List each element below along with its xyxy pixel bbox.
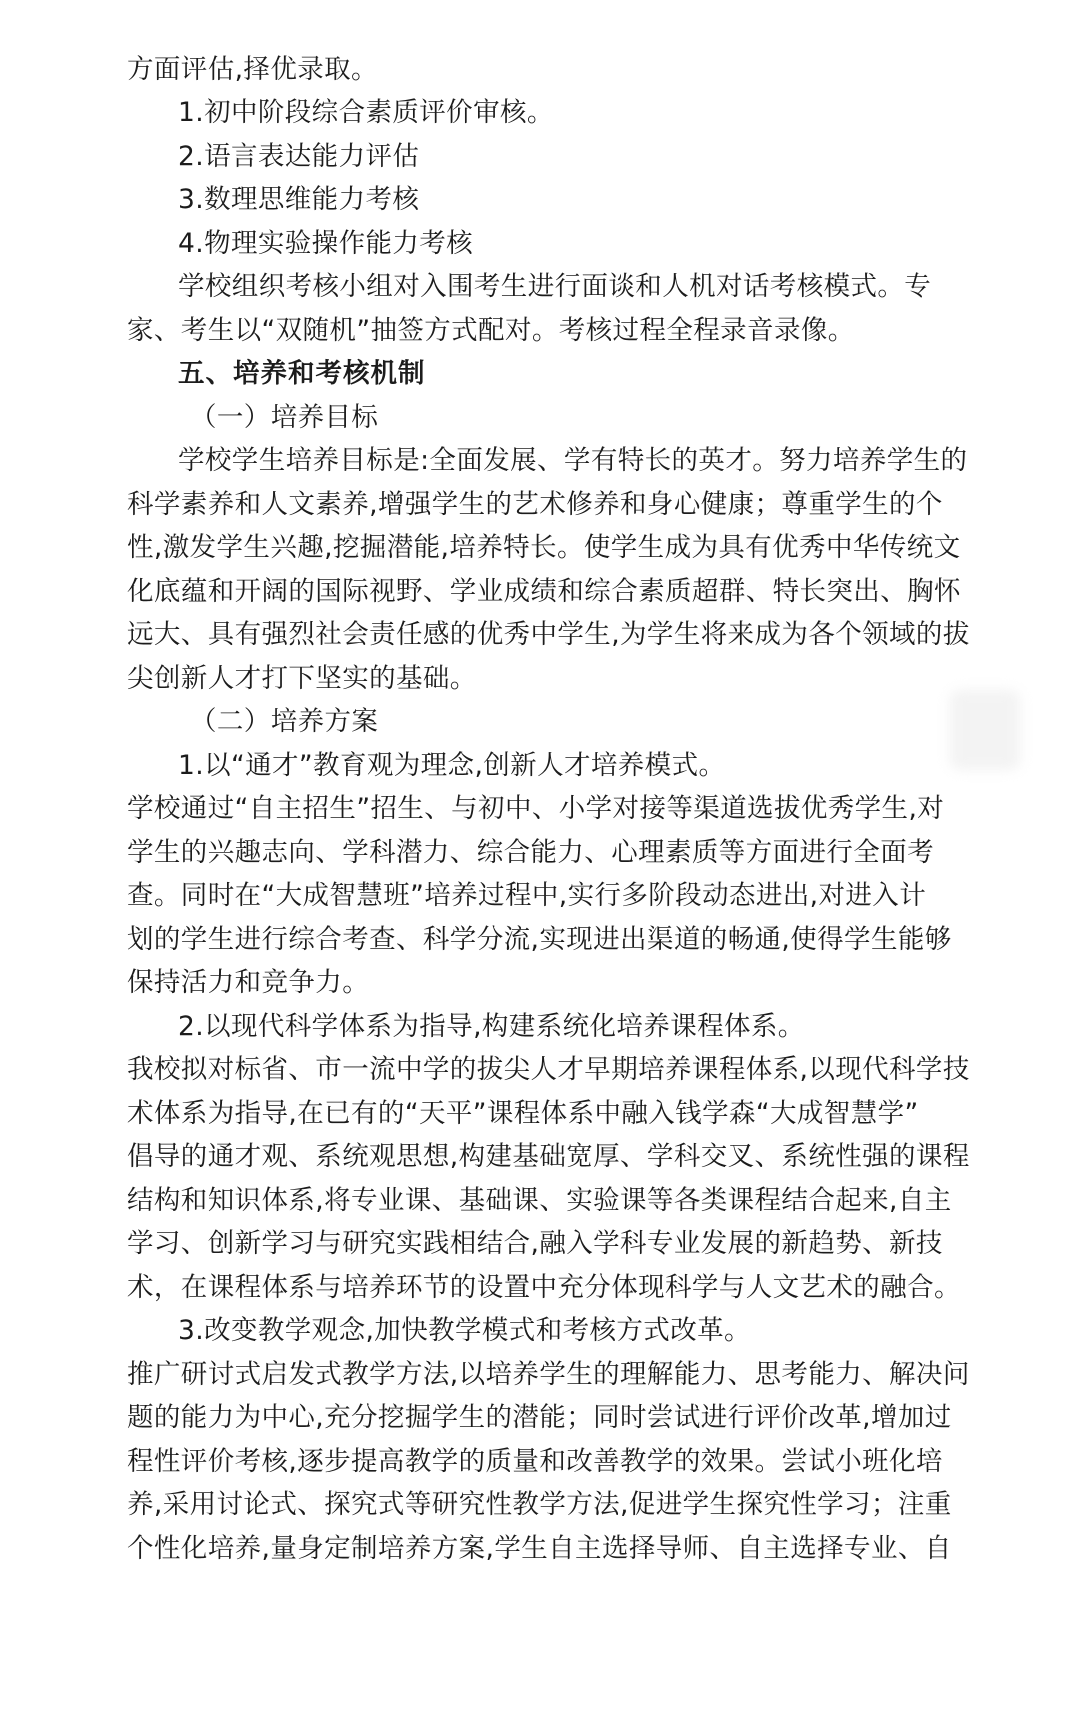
paragraph-line: 化底蕴和开阔的国际视野、学业成绩和综合素质超群、特长突出、胸怀 [127, 576, 961, 607]
paragraph-line: 程性评价考核,逐步提高教学的质量和改善教学的效果。尝试小班化培 [127, 1446, 943, 1477]
list-item: 4.物理实验操作能力考核 [178, 228, 474, 259]
paragraph-line: 学生的兴趣志向、学科潜力、综合能力、心理素质等方面进行全面考 [127, 837, 934, 868]
paragraph-line: 术体系为指导,在已有的“天平”课程体系中融入钱学森“大成智慧学” [127, 1098, 919, 1129]
paragraph-line: 题的能力为中心,充分挖掘学生的潜能；同时尝试进行评价改革,增加过 [127, 1402, 952, 1433]
paragraph-line: 划的学生进行综合考查、科学分流,实现进出渠道的畅通,使得学生能够 [127, 924, 952, 955]
paragraph-line: 科学素养和人文素养,增强学生的艺术修养和身心健康；尊重学生的个 [127, 489, 943, 520]
paragraph-line: 远大、具有强烈社会责任感的优秀中学生,为学生将来成为各个领域的拔 [127, 619, 970, 650]
paragraph-line: 学校组织考核小组对入围考生进行面谈和人机对话考核模式。专 [178, 271, 932, 302]
numbered-heading: 3.改变教学观念,加快教学模式和考核方式改革。 [178, 1315, 751, 1346]
paragraph-line: 我校拟对标省、市一流中学的拔尖人才早期培养课程体系,以现代科学技 [127, 1054, 970, 1085]
numbered-heading: 2.以现代科学体系为指导,构建系统化培养课程体系。 [178, 1011, 805, 1042]
list-item: 2.语言表达能力评估 [178, 141, 420, 172]
paragraph-line: 家、考生以“双随机”抽签方式配对。考核过程全程录音录像。 [127, 315, 855, 346]
paragraph-line: 养,采用讨论式、探究式等研究性教学方法,促进学生探究性学习；注重 [127, 1489, 952, 1520]
paragraph-line: 性,激发学生兴趣,挖掘潜能,培养特长。使学生成为具有优秀中华传统文 [127, 532, 961, 563]
paragraph-line: 保持活力和竞争力。 [127, 967, 370, 998]
numbered-heading: 1.以“通才”教育观为理念,创新人才培养模式。 [178, 750, 726, 781]
paragraph-line: 学习、创新学习与研究实践相结合,融入学科专业发展的新趋势、新技 [127, 1228, 943, 1259]
paragraph-line: 倡导的通才观、系统观思想,构建基础宽厚、学科交叉、系统性强的课程 [127, 1141, 970, 1172]
list-item: 1.初中阶段综合素质评价审核。 [178, 97, 554, 128]
paragraph-line: 尖创新人才打下坚实的基础。 [127, 663, 477, 694]
paragraph-line: 查。同时在“大成智慧班”培养过程中,实行多阶段动态进出,对进入计 [127, 880, 927, 911]
paragraph-line: 个性化培养,量身定制培养方案,学生自主选择导师、自主选择专业、自 [127, 1533, 952, 1564]
paragraph-line: 学校学生培养目标是:全面发展、学有特长的英才。努力培养学生的 [178, 445, 968, 476]
subsection-heading: （一）培养目标 [190, 402, 379, 433]
paragraph-line: 推广研讨式启发式教学方法,以培养学生的理解能力、思考能力、解决问 [127, 1359, 970, 1390]
list-item: 3.数理思维能力考核 [178, 184, 420, 215]
text-line: 方面评估,择优录取。 [127, 54, 378, 85]
section-heading: 五、培养和考核机制 [178, 358, 426, 389]
subsection-heading: （二）培养方案 [190, 706, 379, 737]
paragraph-line: 结构和知识体系,将专业课、基础课、实验课等各类课程结合起来,自主 [127, 1185, 952, 1216]
paragraph-line: 学校通过“自主招生”招生、与初中、小学对接等渠道选拔优秀学生,对 [127, 793, 945, 824]
paragraph-line: 术，在课程体系与培养环节的设置中充分体现科学与人文艺术的融合。 [127, 1272, 961, 1303]
